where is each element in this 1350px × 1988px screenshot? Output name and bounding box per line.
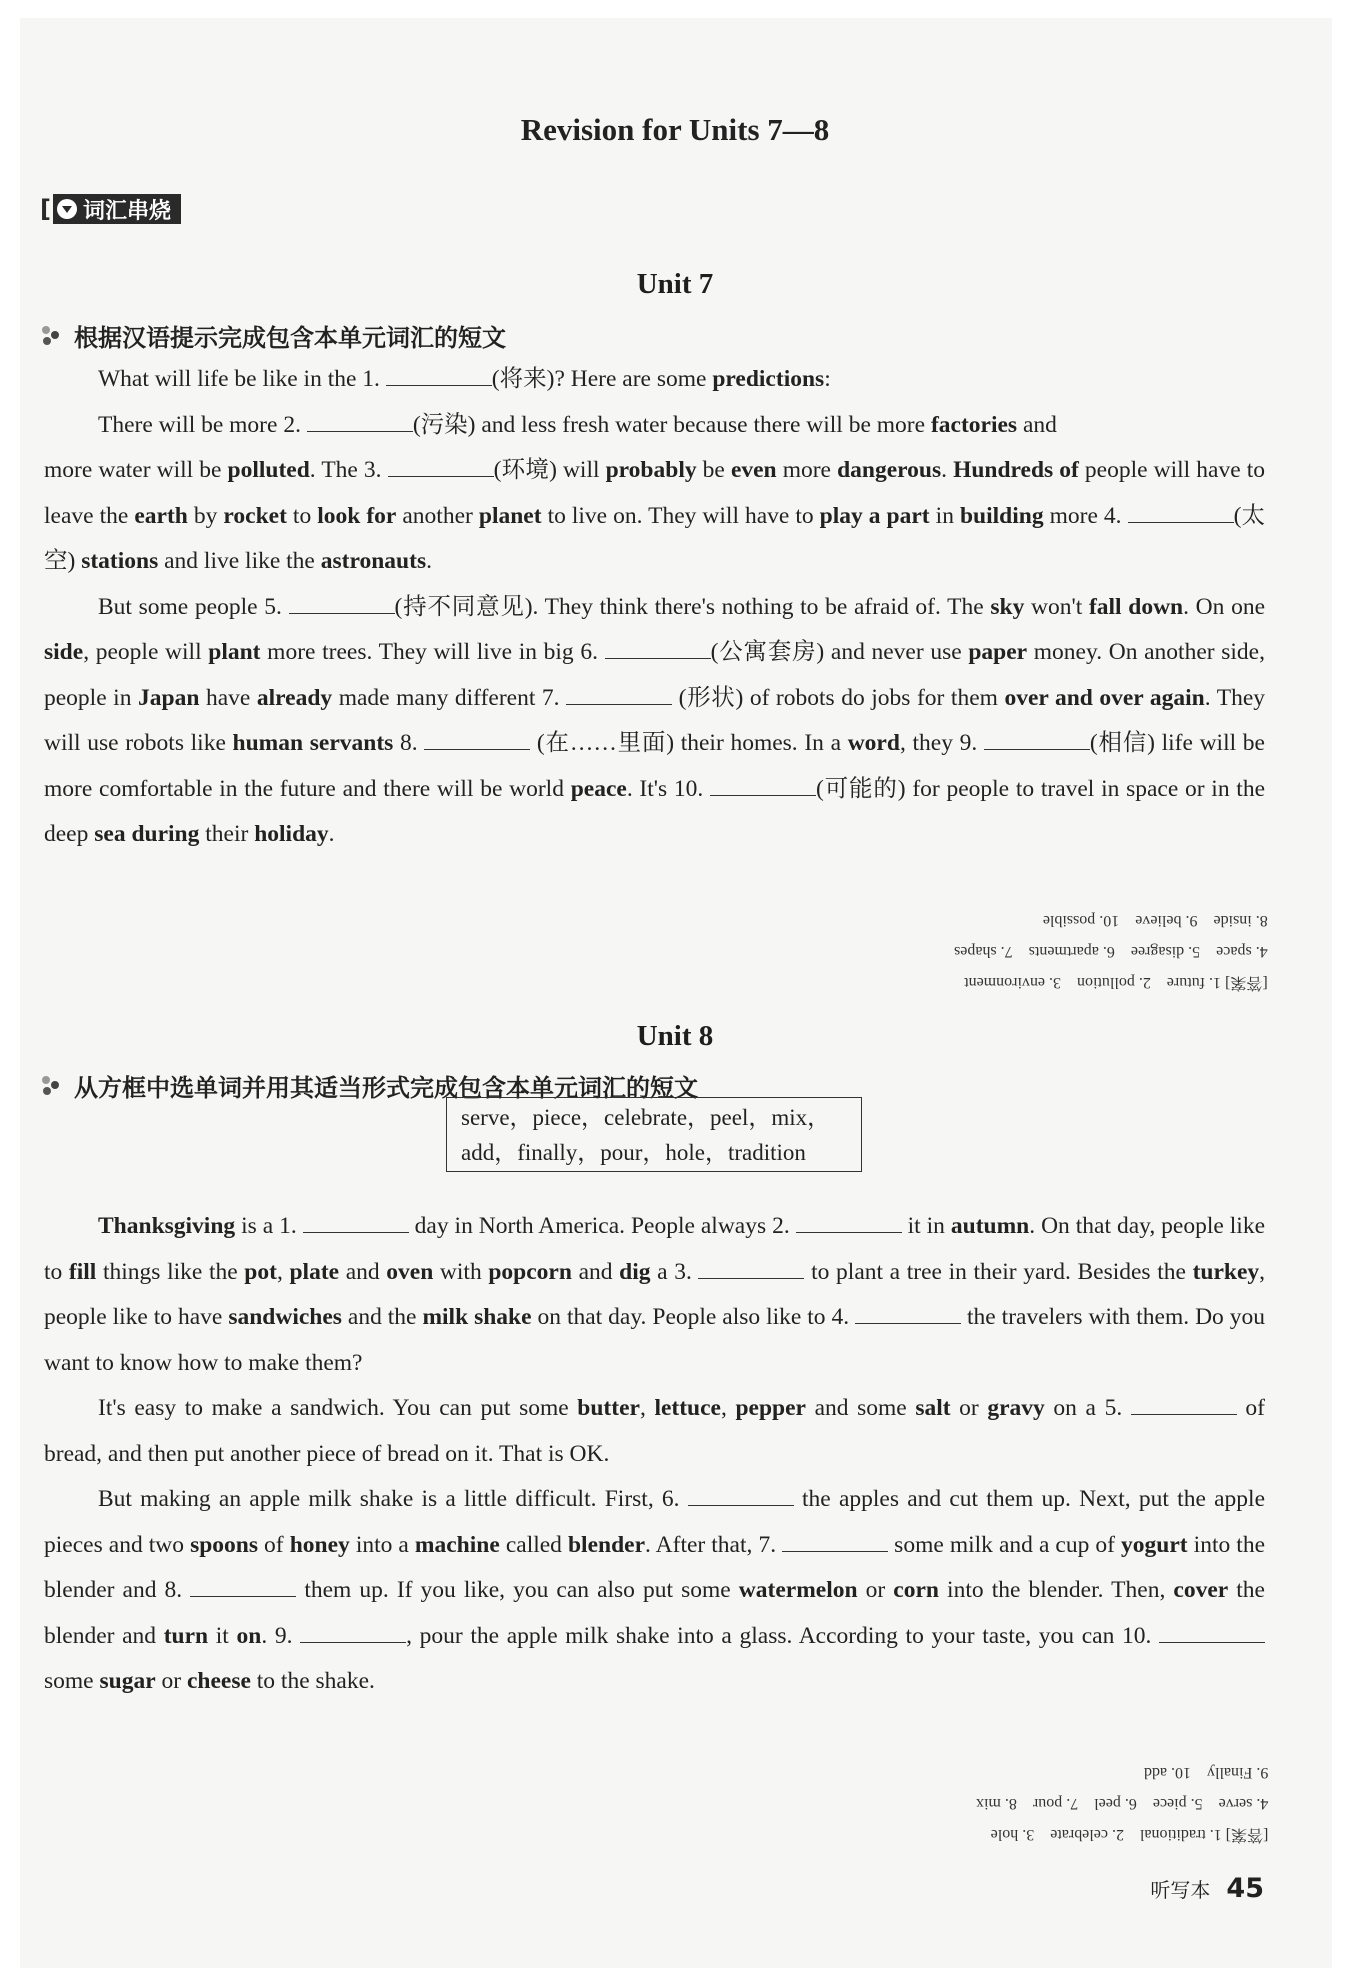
blank-input[interactable] [698,1258,804,1279]
unit7-passage [44,357,1265,858]
blank-input[interactable] [566,684,672,705]
footer-label: 听写本 [1150,1878,1211,1902]
answer-line: 8. inside 9. believe 10. possible [1043,912,1268,929]
unit7-answers [954,905,1268,998]
unit8-passage [44,1204,1265,1705]
dots-icon [42,326,64,346]
unit8-paragraph-1: Thanksgiving is a 1. day in North America. People always 2. it in autumn. On that day, people like to fill things like the pot, plate and oven with popcorn and dig a 3. to plant a tree in their yard. Besides the turkey, people like to have sandwiches and the milk shake on that day. People also like to 4. the travelers with them. Do you want to know how to make them? [44,1213,1266,1376]
blank-input[interactable] [782,1531,888,1552]
word-box-line-1: serve，piece，celebrate，peel，mix， [461,1105,831,1130]
unit7-paragraph-2-cont: more water will be polluted. The 3. (环境) will probably be even more dangerous. Hundreds of people will have to leave the earth by rocket to look for another planet to live on. They will have to play a part in building more 4. (太空) stations and live like the astronauts. [44,457,1266,574]
dots-icon [42,1076,64,1096]
answer-line: [答案] 1. future 2. pollution 3. environment [964,974,1268,991]
unit7-paragraph-1: What will life be like in the 1. (将来)? Here are some predictions: [98,366,831,392]
blank-input[interactable] [388,456,494,477]
blank-input[interactable] [710,775,816,796]
answer-line: 9. Finally 10. add [1143,1764,1268,1781]
unit7-heading: Unit 7 [636,268,714,300]
blank-input[interactable] [855,1303,961,1324]
blank-input[interactable] [605,638,711,659]
section-tag [40,194,181,224]
blank-input[interactable] [386,365,492,386]
blank-input[interactable] [190,1576,296,1597]
blank-input[interactable] [307,411,413,432]
word-box [446,1097,862,1172]
blank-input[interactable] [303,1212,409,1233]
page-title: Revision for Units 7—8 [520,112,830,147]
blank-input[interactable] [796,1212,902,1233]
unit7-paragraph-2: There will be more 2. (污染) and less fresh water because there will be more factories and [98,411,1057,438]
unit8-paragraph-3: But making an apple milk shake is a little difficult. First, 6. the apples and cut them up. Next, put the apple pieces and two spoons of honey into a machine called blender. After that, 7. some milk and a cup of yogurt into the blender and 8. them up. If you like, you can also put some watermelon or corn into the blender. Then, cover the blender and turn it on. 9. , pour the apple milk shake into a glass. According to your taste, you can 10. some sugar or cheese to the shake. [44,1486,1265,1694]
blank-input[interactable] [289,593,395,614]
unit7-instruction-text: 根据汉语提示完成包含本单元词汇的短文 [74,324,506,352]
blank-input[interactable] [1131,1394,1237,1415]
blank-input[interactable] [1128,502,1234,523]
section-tag-label: 词汇串烧 [82,198,171,224]
blank-input[interactable] [984,729,1090,750]
answer-line: 4. space 5. disagree 6. apartments 7. shapes [954,943,1268,960]
word-box-line-2: add，finally，pour，hole，tradition [461,1140,806,1165]
triangle-down-icon [57,199,77,219]
blank-input[interactable] [688,1485,794,1506]
blank-input[interactable] [424,729,530,750]
answer-line: [答案] 1. traditional 2. celebrate 3. hole [990,1826,1268,1843]
blank-input[interactable] [1159,1622,1265,1643]
unit8-paragraph-2: It's easy to make a sandwich. You can put some butter, lettuce, pepper and some salt or gravy on a 5. of bread, and then put another piece of bread on it. That is OK. [44,1395,1265,1467]
answer-line: 4. serve 5. piece 6. peel 7. pour 8. mix [975,1795,1268,1812]
unit8-answers [976,1757,1268,1850]
bracket-icon: [ [40,195,51,223]
unit7-paragraph-3: But some people 5. (持不同意见). They think there's nothing to be afraid of. The sky won't fall down. On one side, people will plant more trees. They will live in big 6. (公寓套房) and never use paper money. On another side, people in Japan have already made many different 7. (形状) of robots do jobs for them over and over again. They will use robots like human servants 8. (在……里面) their homes. In a word, they 9. (相信) life will be more comfortable in the future and there will be world peace. It's 10. (可能的) for people to travel in space or in the deep sea during their holiday. [44,593,1266,847]
page-footer [1150,1873,1264,1904]
unit8-instruction-text: 从方框中选单词并用其适当形式完成包含本单元词汇的短文 [74,1074,698,1102]
unit8-heading: Unit 8 [636,1020,714,1052]
blank-input[interactable] [300,1622,406,1643]
unit7-instruction [42,318,506,353]
page-number: 45 [1226,1873,1264,1904]
section-tag-box [53,194,181,224]
